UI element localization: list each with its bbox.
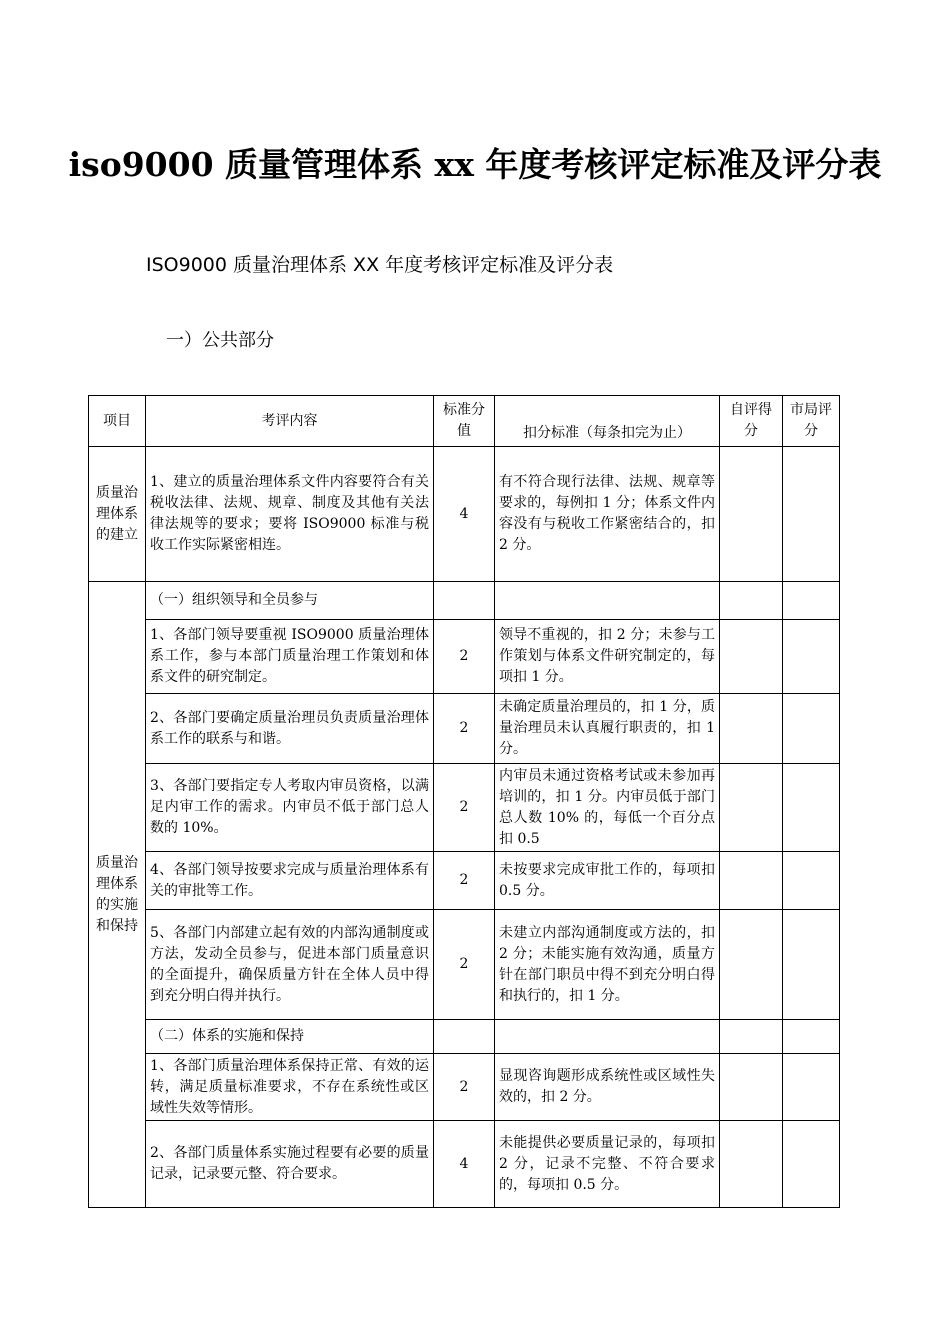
criterion-score: 2 xyxy=(434,764,495,852)
empty-cell xyxy=(783,582,840,620)
bureau-score-cell xyxy=(783,852,840,910)
group-label-implement: 质量治理体系的实施和保持 xyxy=(89,582,146,1208)
self-score-cell xyxy=(720,694,783,764)
table-header-row xyxy=(89,396,840,447)
group-label-establish: 质量治理体系的建立 xyxy=(89,447,146,582)
criterion-content: 4、各部门领导按要求完成与质量治理体系有关的审批等工作。 xyxy=(146,852,434,910)
subsection-label: （二）体系的实施和保持 xyxy=(146,1020,434,1054)
bureau-score-cell xyxy=(783,620,840,694)
self-score-cell xyxy=(720,764,783,852)
criterion-deduct: 未按要求完成审批工作的，每项扣 0.5 分。 xyxy=(495,852,720,910)
criterion-deduct: 领导不重视的，扣 2 分；未参与工作策划与体系文件研究制定的，每项扣 1 分。 xyxy=(495,620,720,694)
self-score-cell xyxy=(720,447,783,582)
bureau-score-cell xyxy=(783,447,840,582)
header-item: 项目 xyxy=(89,396,146,447)
header-self-score: 自评得分 xyxy=(720,396,783,447)
criterion-deduct: 内审员未通过资格考试或未参加再培训的，扣 1 分。内审员低于部门总人数 10% 的，每低一个百分点扣 0.5 xyxy=(495,764,720,852)
header-score: 标准分值 xyxy=(434,396,495,447)
criterion-deduct: 未能提供必要质量记录的，每项扣 2 分，记录不完整、不符合要求的，每项扣 0.5 分。 xyxy=(495,1121,720,1208)
criterion-deduct: 未建立内部沟通制度或方法的，扣 2 分；未能实施有效沟通，质量方针在部门职员中得不到充分明白得和执行的，扣 1 分。 xyxy=(495,910,720,1020)
criterion-deduct: 未确定质量治理员的，扣 1 分，质量治理员未认真履行职责的，扣 1 分。 xyxy=(495,694,720,764)
empty-cell xyxy=(434,1020,495,1054)
subsection-label: （一）组织领导和全员参与 xyxy=(146,582,434,620)
subsection-row xyxy=(89,582,840,620)
section-heading: 一）公共部分 xyxy=(166,330,274,351)
criterion-content: 1、各部门质量治理体系保持正常、有效的运转，满足质量标准要求，不存在系统性或区域性失效等情形。 xyxy=(146,1054,434,1121)
document-subtitle: ISO9000 质量治理体系 XX 年度考核评定标准及评分表 xyxy=(146,254,614,276)
header-bureau-score: 市局评分 xyxy=(783,396,840,447)
self-score-cell xyxy=(720,910,783,1020)
criterion-content: 1、各部门领导要重视 ISO9000 质量治理体系工作，参与本部门质量治理工作策划和体系文件的研究制定。 xyxy=(146,620,434,694)
self-score-cell xyxy=(720,1054,783,1121)
table-row xyxy=(89,620,840,694)
criterion-score: 2 xyxy=(434,620,495,694)
criterion-content: 5、各部门内部建立起有效的内部沟通制度或方法，发动全员参与，促进本部门质量意识的全面提升，确保质量方针在全体人员中得到充分明白得并执行。 xyxy=(146,910,434,1020)
criterion-score: 2 xyxy=(434,910,495,1020)
document-title: iso9000 质量管理体系 xx 年度考核评定标准及评分表 xyxy=(68,145,882,184)
self-score-cell xyxy=(720,620,783,694)
table-row xyxy=(89,1054,840,1121)
criterion-content: 2、各部门要确定质量治理员负责质量治理体系工作的联系与和谐。 xyxy=(146,694,434,764)
header-content: 考评内容 xyxy=(146,396,434,447)
table-row xyxy=(89,764,840,852)
bureau-score-cell xyxy=(783,1054,840,1121)
empty-cell xyxy=(495,582,720,620)
criterion-deduct: 显现咨询题形成系统性或区域性失效的，扣 2 分。 xyxy=(495,1054,720,1121)
bureau-score-cell xyxy=(783,910,840,1020)
table-row xyxy=(89,852,840,910)
criterion-content: 1、建立的质量治理体系文件内容要符合有关税收法律、法规、规章、制度及其他有关法律法规等的要求；要将 ISO9000 标准与税收工作实际紧密相连。 xyxy=(146,447,434,582)
self-score-cell xyxy=(720,852,783,910)
table-row xyxy=(89,910,840,1020)
empty-cell xyxy=(783,1020,840,1054)
empty-cell xyxy=(720,582,783,620)
table-row xyxy=(89,694,840,764)
bureau-score-cell xyxy=(783,694,840,764)
empty-cell xyxy=(434,582,495,620)
criterion-score: 4 xyxy=(434,1121,495,1208)
header-deduct: 扣分标准（每条扣完为止） xyxy=(495,396,720,447)
self-score-cell xyxy=(720,1121,783,1208)
criterion-score: 2 xyxy=(434,694,495,764)
table-row xyxy=(89,1121,840,1208)
table-row xyxy=(89,447,840,582)
criterion-score: 4 xyxy=(434,447,495,582)
criterion-content: 3、各部门要指定专人考取内审员资格，以满足内审工作的需求。内审员不低于部门总人数的 10%。 xyxy=(146,764,434,852)
criterion-score: 2 xyxy=(434,852,495,910)
criterion-score: 2 xyxy=(434,1054,495,1121)
bureau-score-cell xyxy=(783,1121,840,1208)
subsection-row xyxy=(89,1020,840,1054)
criterion-deduct: 有不符合现行法律、法规、规章等要求的，每例扣 1 分；体系文件内容没有与税收工作紧密结合的，扣 2 分。 xyxy=(495,447,720,582)
bureau-score-cell xyxy=(783,764,840,852)
empty-cell xyxy=(720,1020,783,1054)
empty-cell xyxy=(495,1020,720,1054)
scoring-table xyxy=(88,395,840,1208)
criterion-content: 2、各部门质量体系实施过程要有必要的质量记录，记录要元整、符合要求。 xyxy=(146,1121,434,1208)
